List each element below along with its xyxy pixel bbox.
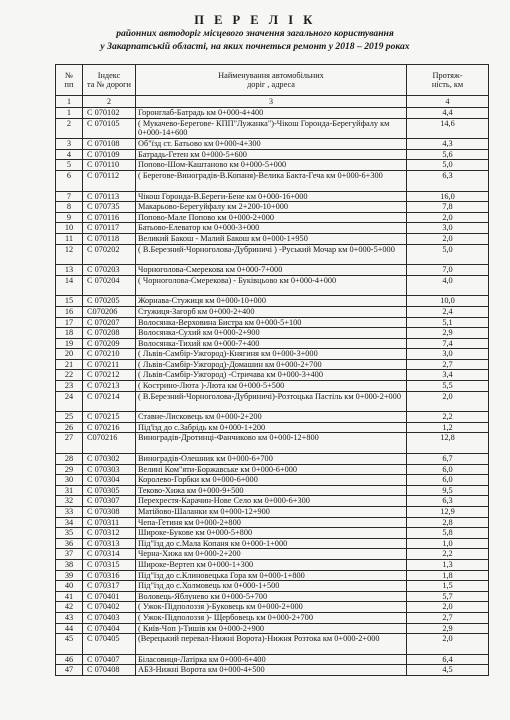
row-number: 41 bbox=[56, 591, 83, 602]
road-name: ( В.Березний-Чорноголова-Дубриничі)-Розтоцька Пастіль км 0+000-2+000 bbox=[136, 391, 407, 412]
road-name: Попово-Шом-Каштаново км 0+000-5+000 bbox=[136, 160, 407, 171]
road-name: Велині Ком"яти-Боржавське км 0+000-6+000 bbox=[136, 464, 407, 475]
table-row bbox=[56, 634, 489, 655]
road-code: С 070313 bbox=[83, 538, 136, 549]
road-code: С 070102 bbox=[83, 108, 136, 119]
row-number: 26 bbox=[56, 422, 83, 433]
table-row bbox=[56, 496, 489, 507]
road-length: 12,9 bbox=[407, 507, 489, 518]
table-row bbox=[56, 212, 489, 223]
road-code: С 070210 bbox=[83, 349, 136, 360]
table-row bbox=[56, 370, 489, 381]
row-number: 39 bbox=[56, 570, 83, 581]
row-number: 13 bbox=[56, 265, 83, 276]
road-code: С 070404 bbox=[83, 623, 136, 634]
road-length: 1,0 bbox=[407, 538, 489, 549]
road-name: Широке-Букове км 0+000-5+800 bbox=[136, 528, 407, 539]
road-name: Жорнава-Стужиця км 0+000-10+000 bbox=[136, 296, 407, 307]
row-number: 2 bbox=[56, 118, 83, 139]
road-name: Виноградів-Олешник км 0+000-6+700 bbox=[136, 454, 407, 465]
row-number: 25 bbox=[56, 412, 83, 423]
road-code: С 070116 bbox=[83, 212, 136, 223]
road-code: С 070401 bbox=[83, 591, 136, 602]
header-name-label: Найменування автомобільних доріг , адреса bbox=[218, 70, 324, 89]
road-name: Волосянка-Верховина Бистра км 0+000-5+100 bbox=[136, 317, 407, 328]
road-name: Об"їзд ст. Батьово км 0+000-4+300 bbox=[136, 139, 407, 150]
row-number: 5 bbox=[56, 160, 83, 171]
row-number: 10 bbox=[56, 223, 83, 234]
road-code: С 070305 bbox=[83, 485, 136, 496]
road-length: 2,0 bbox=[407, 391, 489, 412]
road-name: Чепа-Гетиня км 0+000-2+800 bbox=[136, 517, 407, 528]
road-code: С 070315 bbox=[83, 559, 136, 570]
road-length: 4,4 bbox=[407, 108, 489, 119]
road-length: 9,5 bbox=[407, 485, 489, 496]
table-row bbox=[56, 391, 489, 412]
row-number: 43 bbox=[56, 612, 83, 623]
table-row bbox=[56, 349, 489, 360]
table-row bbox=[56, 296, 489, 307]
table-row bbox=[56, 118, 489, 139]
row-number: 17 bbox=[56, 317, 83, 328]
road-code: С 070215 bbox=[83, 412, 136, 423]
row-number: 19 bbox=[56, 338, 83, 349]
index-cell: 1 bbox=[56, 96, 83, 108]
row-number: 7 bbox=[56, 191, 83, 202]
road-length: 2,2 bbox=[407, 549, 489, 560]
row-number: 33 bbox=[56, 507, 83, 518]
road-length: 5,6 bbox=[407, 149, 489, 160]
road-name: Макарьово-Берегуйфалу км 2+200-10+000 bbox=[136, 202, 407, 213]
road-length: 3,4 bbox=[407, 370, 489, 381]
road-length: 2,7 bbox=[407, 612, 489, 623]
table-row bbox=[56, 412, 489, 423]
road-code: С 070110 bbox=[83, 160, 136, 171]
road-code: С 070402 bbox=[83, 602, 136, 613]
road-length: 6,3 bbox=[407, 496, 489, 507]
row-number: 18 bbox=[56, 328, 83, 339]
road-name: Воловець-Яблунево км 0+000-5+700 bbox=[136, 591, 407, 602]
road-length: 7,4 bbox=[407, 338, 489, 349]
road-length: 2,7 bbox=[407, 359, 489, 370]
row-number: 23 bbox=[56, 381, 83, 392]
header-code bbox=[83, 65, 136, 96]
road-length: 6,0 bbox=[407, 475, 489, 486]
road-code: С 070207 bbox=[83, 317, 136, 328]
table-row bbox=[56, 265, 489, 276]
table-row bbox=[56, 223, 489, 234]
table-row bbox=[56, 623, 489, 634]
row-number: 8 bbox=[56, 202, 83, 213]
row-number: 6 bbox=[56, 170, 83, 191]
road-length: 6,3 bbox=[407, 170, 489, 191]
table-row bbox=[56, 381, 489, 392]
road-length: 2,9 bbox=[407, 623, 489, 634]
road-length: 5,0 bbox=[407, 244, 489, 265]
row-number: 9 bbox=[56, 212, 83, 223]
index-cell: 3 bbox=[136, 96, 407, 108]
row-number: 36 bbox=[56, 538, 83, 549]
road-name: ( Ужок-Підполоззя )- Щербовець км 0+000-2+700 bbox=[136, 612, 407, 623]
road-code: С 070202 bbox=[83, 244, 136, 265]
row-number: 12 bbox=[56, 244, 83, 265]
document-title: П Е Р Е Л І К bbox=[194, 13, 316, 27]
road-name: Попово-Мале Попово км 0+000-2+000 bbox=[136, 212, 407, 223]
road-code: С 070317 bbox=[83, 581, 136, 592]
table-row bbox=[56, 149, 489, 160]
road-length: 6,7 bbox=[407, 454, 489, 465]
row-number: 11 bbox=[56, 233, 83, 244]
road-length: 5,7 bbox=[407, 591, 489, 602]
row-number: 38 bbox=[56, 559, 83, 570]
table-row bbox=[56, 359, 489, 370]
road-name: ( Львів-Самбір-Ужгород)-Княгиня км 0+000-3+000 bbox=[136, 349, 407, 360]
road-name: Перехрестя-Карачин-Нове Село км 0+000-6+300 bbox=[136, 496, 407, 507]
road-length: 4,3 bbox=[407, 139, 489, 150]
road-name: Волосянка-Тихий км 0+000-7+400 bbox=[136, 338, 407, 349]
road-name: ( Львів-Самбір-Ужгород) -Стричава км 0+000-3+400 bbox=[136, 370, 407, 381]
road-code: С 070311 bbox=[83, 517, 136, 528]
road-name: Чорноголова-Смерекова км 0+000-7+000 bbox=[136, 265, 407, 276]
road-code: С 070204 bbox=[83, 275, 136, 296]
road-code: С 070307 bbox=[83, 496, 136, 507]
table-row bbox=[56, 602, 489, 613]
road-name: Широке-Вертеп км 0+000-1+300 bbox=[136, 559, 407, 570]
table-row bbox=[56, 475, 489, 486]
row-number: 1 bbox=[56, 108, 83, 119]
road-code: С070216 bbox=[83, 433, 136, 454]
table-row bbox=[56, 485, 489, 496]
road-length: 2,2 bbox=[407, 412, 489, 423]
header-name bbox=[136, 65, 407, 96]
road-code: С 070407 bbox=[83, 654, 136, 665]
road-name: Під"їзд до с.Клиновецька Гора км 0+000-1+800 bbox=[136, 570, 407, 581]
row-number: 37 bbox=[56, 549, 83, 560]
row-number: 14 bbox=[56, 275, 83, 296]
road-length: 10,0 bbox=[407, 296, 489, 307]
road-length: 7,8 bbox=[407, 202, 489, 213]
road-length: 12,8 bbox=[407, 433, 489, 454]
road-code: С 070408 bbox=[83, 665, 136, 676]
table-row bbox=[56, 160, 489, 171]
road-name: Під'їзд до с.Забрідь км 0+000-1+200 bbox=[136, 422, 407, 433]
row-number: 31 bbox=[56, 485, 83, 496]
table-row bbox=[56, 306, 489, 317]
road-name: Під"їзд до с.Холмовець км 0+000-1+500 bbox=[136, 581, 407, 592]
row-number: 15 bbox=[56, 296, 83, 307]
table-row bbox=[56, 507, 489, 518]
table-row bbox=[56, 581, 489, 592]
road-code: С 070316 bbox=[83, 570, 136, 581]
table-row bbox=[56, 317, 489, 328]
road-name: Великий Бакош - Малий Бакош км 0+000-1+950 bbox=[136, 233, 407, 244]
road-code: С 070209 bbox=[83, 338, 136, 349]
road-name: Матійово-Шаланки км 0+000-12+900 bbox=[136, 507, 407, 518]
road-length: 2,0 bbox=[407, 233, 489, 244]
road-code: С070206 bbox=[83, 306, 136, 317]
road-code: С 070403 bbox=[83, 612, 136, 623]
road-name: Теково-Хижа км 0+000-9+500 bbox=[136, 485, 407, 496]
road-length: 5,1 bbox=[407, 317, 489, 328]
table-row bbox=[56, 328, 489, 339]
road-name: Виноградів-Дротинці-Фанчиково км 0+000-12+800 bbox=[136, 433, 407, 454]
table-row bbox=[56, 191, 489, 202]
road-code: С 070216 bbox=[83, 422, 136, 433]
road-length: 3,0 bbox=[407, 223, 489, 234]
road-code: С 070117 bbox=[83, 223, 136, 234]
table-row bbox=[56, 139, 489, 150]
document-subtitle-line1: районних автодоріг місцевого значення загального користування bbox=[116, 28, 394, 39]
road-name: ( Мукачево-Берегове- КПП"Лужанка")-Чікош Горонда-Берегуйфалу км 0+000-14+600 bbox=[136, 118, 407, 139]
row-number: 27 bbox=[56, 433, 83, 454]
road-length: 1,3 bbox=[407, 559, 489, 570]
road-name: Ставне-Лисковець км 0+000-2+200 bbox=[136, 412, 407, 423]
road-code: С 070308 bbox=[83, 507, 136, 518]
table-row bbox=[56, 275, 489, 296]
road-length: 5,0 bbox=[407, 160, 489, 171]
table-row bbox=[56, 538, 489, 549]
row-number: 30 bbox=[56, 475, 83, 486]
table-row bbox=[56, 170, 489, 191]
road-length: 2,9 bbox=[407, 328, 489, 339]
table-index-row bbox=[56, 96, 489, 108]
road-length: 2,8 bbox=[407, 517, 489, 528]
road-code: С 070302 bbox=[83, 454, 136, 465]
road-name: ( Чорноголова-Смерекова) - Буківцьово км 0+000-4+000 bbox=[136, 275, 407, 296]
table-row bbox=[56, 433, 489, 454]
road-name: Батьово-Елеватор км 0+000-3+000 bbox=[136, 223, 407, 234]
road-length: 2,0 bbox=[407, 212, 489, 223]
road-length: 2,0 bbox=[407, 602, 489, 613]
row-number: 44 bbox=[56, 623, 83, 634]
road-code: С 070105 bbox=[83, 118, 136, 139]
header-code-label: Індекс та № дороги bbox=[87, 70, 131, 89]
road-length: 6,4 bbox=[407, 654, 489, 665]
table-row bbox=[56, 528, 489, 539]
table-row bbox=[56, 233, 489, 244]
road-code: С 070213 bbox=[83, 381, 136, 392]
road-code: С 070108 bbox=[83, 139, 136, 150]
road-length: 2,4 bbox=[407, 306, 489, 317]
road-name: (Верецький перевал-Нижні Ворота)-Нижня Розтока км 0+000-2+000 bbox=[136, 634, 407, 655]
document-subtitle-line2: у Закарпатській області, на яких почнеться ремонт у 2018 – 2019 роках bbox=[100, 41, 410, 52]
road-code: С 070211 bbox=[83, 359, 136, 370]
road-length: 14,6 bbox=[407, 118, 489, 139]
index-cell: 4 bbox=[407, 96, 489, 108]
table-row bbox=[56, 244, 489, 265]
table-row bbox=[56, 591, 489, 602]
row-number: 21 bbox=[56, 359, 83, 370]
road-code: С 070113 bbox=[83, 191, 136, 202]
row-number: 42 bbox=[56, 602, 83, 613]
road-name: ( Львів-Самбір-Ужгород)-Домашин км 0+000-2+700 bbox=[136, 359, 407, 370]
table-row bbox=[56, 559, 489, 570]
table-row bbox=[56, 338, 489, 349]
row-number: 35 bbox=[56, 528, 83, 539]
road-code: С 070205 bbox=[83, 296, 136, 307]
road-name: ( Берегове-Виноградів-В.Копаня)-Велика Бакта-Геча км 0+000-6+300 bbox=[136, 170, 407, 191]
road-code: С 070109 bbox=[83, 149, 136, 160]
road-code: С 070735 bbox=[83, 202, 136, 213]
row-number: 28 bbox=[56, 454, 83, 465]
road-name: Волосянка-Сухий км 0+000-2+900 bbox=[136, 328, 407, 339]
road-length: 4,5 bbox=[407, 665, 489, 676]
road-name: ( Ужок-Підполоззя )-Буковець км 0+000-2+000 bbox=[136, 602, 407, 613]
row-number: 3 bbox=[56, 139, 83, 150]
road-length: 1,5 bbox=[407, 581, 489, 592]
table-row bbox=[56, 454, 489, 465]
row-number: 20 bbox=[56, 349, 83, 360]
road-name: ( Кострино-Люта )-Люта км 0+000-5+500 bbox=[136, 381, 407, 392]
road-length: 3,0 bbox=[407, 349, 489, 360]
road-code: С 070304 bbox=[83, 475, 136, 486]
table-row bbox=[56, 570, 489, 581]
road-name: Горонглаб-Батрадь км 0+000-4+400 bbox=[136, 108, 407, 119]
road-name: ( В.Березний-Чорноголова-Дубриничі ) -Руський Мочар км 0+000-5+000 bbox=[136, 244, 407, 265]
table-header-row bbox=[56, 65, 489, 96]
table-row bbox=[56, 108, 489, 119]
table-row bbox=[56, 464, 489, 475]
roads-table bbox=[55, 64, 489, 676]
header-num-label: № пп bbox=[64, 70, 74, 89]
table-row bbox=[56, 665, 489, 676]
road-length: 16,0 bbox=[407, 191, 489, 202]
road-code: С 070203 bbox=[83, 265, 136, 276]
table-body bbox=[56, 108, 489, 676]
row-number: 40 bbox=[56, 581, 83, 592]
row-number: 22 bbox=[56, 370, 83, 381]
road-code: С 070214 bbox=[83, 391, 136, 412]
row-number: 29 bbox=[56, 464, 83, 475]
table-row bbox=[56, 654, 489, 665]
road-name: Королево-Горбки км 0+000-6+000 bbox=[136, 475, 407, 486]
row-number: 24 bbox=[56, 391, 83, 412]
road-name: Батрадь-Гетен км 0+000-5+600 bbox=[136, 149, 407, 160]
road-length: 5,8 bbox=[407, 528, 489, 539]
road-name: АБЗ-Нижні Ворота км 0+000-4+500 bbox=[136, 665, 407, 676]
header-num bbox=[56, 65, 83, 96]
table-row bbox=[56, 202, 489, 213]
row-number: 46 bbox=[56, 654, 83, 665]
road-code: С 070112 bbox=[83, 170, 136, 191]
road-name: Стужиця-Загорб км 0+000-2+400 bbox=[136, 306, 407, 317]
road-name: Черна-Хижа км 0+000-2+200 bbox=[136, 549, 407, 560]
row-number: 32 bbox=[56, 496, 83, 507]
header-length bbox=[407, 65, 489, 96]
table-row bbox=[56, 422, 489, 433]
row-number: 45 bbox=[56, 634, 83, 655]
road-name: ( Київ-Чоп )-Тишів км 0+000-2+900 bbox=[136, 623, 407, 634]
road-code: С 070212 bbox=[83, 370, 136, 381]
road-code: С 070312 bbox=[83, 528, 136, 539]
table-row bbox=[56, 612, 489, 623]
road-name: Під"їзд до с.Мала Копаня км 0+000-1+000 bbox=[136, 538, 407, 549]
road-code: С 070118 bbox=[83, 233, 136, 244]
road-code: С 070314 bbox=[83, 549, 136, 560]
road-length: 1,2 bbox=[407, 422, 489, 433]
road-code: С 070303 bbox=[83, 464, 136, 475]
index-cell: 2 bbox=[83, 96, 136, 108]
road-length: 6,0 bbox=[407, 464, 489, 475]
road-code: С 070208 bbox=[83, 328, 136, 339]
road-length: 4,0 bbox=[407, 275, 489, 296]
row-number: 47 bbox=[56, 665, 83, 676]
row-number: 4 bbox=[56, 149, 83, 160]
road-length: 5,5 bbox=[407, 381, 489, 392]
road-name: Біласовиця-Латірка км 0+000-6+400 bbox=[136, 654, 407, 665]
row-number: 16 bbox=[56, 306, 83, 317]
road-length: 7,0 bbox=[407, 265, 489, 276]
row-number: 34 bbox=[56, 517, 83, 528]
table-row bbox=[56, 517, 489, 528]
road-length: 1,8 bbox=[407, 570, 489, 581]
road-length: 2,0 bbox=[407, 634, 489, 655]
road-code: С 070405 bbox=[83, 634, 136, 655]
road-name: Чікош Горонда-В.Береги-Бене км 0+000-16+000 bbox=[136, 191, 407, 202]
header-length-label: Протяж- ність, км bbox=[431, 70, 464, 89]
table-row bbox=[56, 549, 489, 560]
